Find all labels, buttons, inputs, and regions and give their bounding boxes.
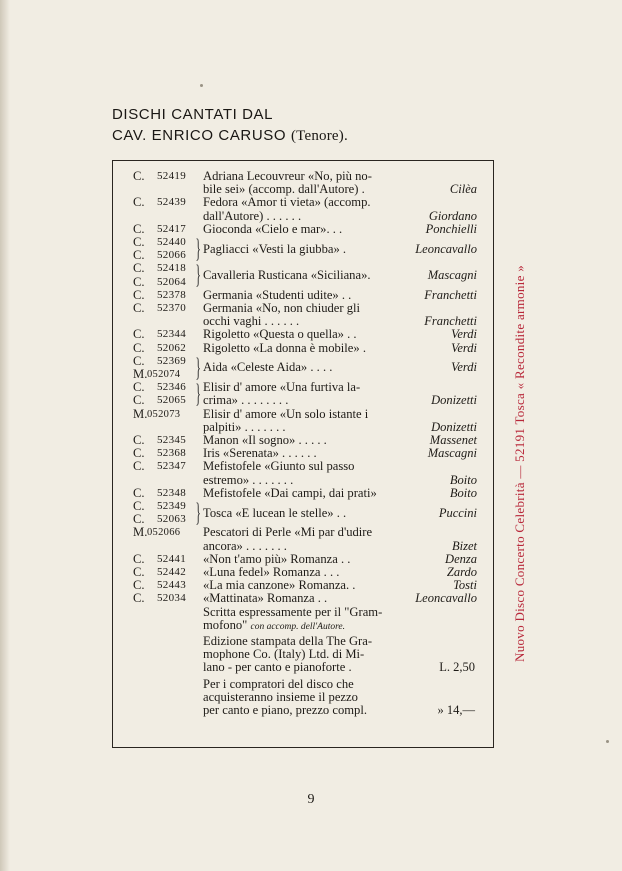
page-edge-shadow <box>0 0 10 871</box>
catalog-prefix: M. <box>133 406 148 421</box>
catalog-prefix: C. <box>133 578 145 593</box>
composer-name: Tosti <box>453 578 477 593</box>
block-line: lano - per canto e pianoforte . <box>203 660 352 675</box>
paper-speck <box>200 84 203 87</box>
composer-name: Giordano <box>428 208 477 223</box>
composer-name: Verdi <box>451 360 477 375</box>
catalog-prefix: C. <box>133 393 145 408</box>
catalog-number: 52419 <box>157 170 186 182</box>
composer-name: Franchetti <box>424 314 477 329</box>
heading-voice: (Tenore). <box>290 128 348 144</box>
title-line: dall'Autore) . . . . . . <box>203 208 302 223</box>
title-line: Rigoletto «Questa o quella» . . <box>203 327 357 342</box>
list-item <box>113 328 493 341</box>
title-line: Manon «Il sogno» . . . . . <box>203 433 327 447</box>
title-line: Pescatori di Perle «Mi par d'udire <box>203 525 373 540</box>
list-item <box>113 342 493 355</box>
composer-name: Leoncavallo <box>415 241 477 256</box>
catalog-number: 52345 <box>157 434 186 446</box>
list-item <box>113 487 493 500</box>
catalog-prefix: C. <box>133 327 145 342</box>
title-line: crima» . . . . . . . . <box>203 393 289 408</box>
note-line-small: con accomp. dell'Autore. <box>250 621 346 632</box>
catalog-prefix: C. <box>133 261 145 276</box>
catalog-number: 52066 <box>157 249 186 262</box>
list-item <box>113 579 493 592</box>
catalog-prefix: C. <box>133 340 145 355</box>
catalog-prefix: M. <box>133 525 148 540</box>
title-line: Gioconda «Cielo e mar». . . <box>203 221 343 236</box>
brace-glyph: } <box>195 260 202 290</box>
block-line: acquisteranno insieme il pezzo <box>203 689 358 704</box>
price-value: L. 2,50 <box>439 660 475 675</box>
block-line: per canto e piano, prezzo compl. <box>203 702 367 717</box>
brace-glyph: } <box>195 379 202 409</box>
block-line: mophone Co. (Italy) Ltd. di Mi- <box>203 647 365 662</box>
composer-name: Bizet <box>452 538 477 553</box>
catalog-prefix: C. <box>133 446 145 461</box>
title-line: Mefistofele «Giunto sul passo <box>203 459 355 474</box>
title-line: Fedora «Amor ti vieta» (accomp. <box>203 195 371 210</box>
title-line: ancora» . . . . . . . <box>203 538 287 553</box>
list-item <box>113 196 493 222</box>
brace-glyph: } <box>195 498 202 527</box>
title-line: Cavalleria Rusticana «Siciliana». <box>203 267 371 282</box>
catalog-prefix: C. <box>133 248 145 263</box>
list-item <box>113 447 493 460</box>
title-line: estremo» . . . . . . . <box>203 472 294 487</box>
title-line: Mefistofele «Dai campi, dai prati» <box>203 485 377 500</box>
list-item <box>113 289 493 302</box>
catalog-prefix: C. <box>133 433 145 447</box>
side-advertisement: Nuovo Disco Concerto Celebrità — 52191 Tosca « Recondite armonie » <box>512 264 527 662</box>
catalog-number: 52347 <box>157 460 186 473</box>
composer-name: Zardo <box>446 565 477 579</box>
title-line: Pagliacci «Vesti la giubba» . <box>203 241 347 256</box>
title-line: Germania «Studenti udite» . . <box>203 287 352 302</box>
list-item <box>113 223 493 236</box>
title-line: Elisir d' amore «Una furtiva la- <box>203 380 361 395</box>
heading-singer: CAV. ENRICO CARUSO <box>112 127 287 144</box>
title-line: Iris «Serenata» . . . . . . <box>203 446 317 461</box>
catalog-number: 052074 <box>147 368 181 380</box>
catalog-number: 52064 <box>157 275 186 288</box>
catalog-prefix: C. <box>133 221 145 236</box>
composer-name: Franchetti <box>424 287 477 302</box>
list-item <box>113 526 493 552</box>
title-line: «Mattinata» Romanza . . <box>203 591 328 606</box>
composer-name: Denza <box>445 551 477 566</box>
composer-name: Ponchielli <box>425 221 477 236</box>
composer-name: Mascagni <box>427 267 477 282</box>
heading-line-2 <box>112 127 348 145</box>
title-line: Adriana Lecouvreur «No, più no- <box>203 169 372 183</box>
offer-block <box>113 678 493 718</box>
title-line: Tosca «E lucean le stelle» . . <box>203 505 347 520</box>
title-line: «Non t'amo più» Romanza . . <box>203 551 351 566</box>
price-value: » 14,— <box>437 702 475 717</box>
composer-name: Leoncavallo <box>415 591 477 606</box>
block-line: Edizione stampata della The Gra- <box>203 634 373 648</box>
catalog-number: 52370 <box>157 302 186 314</box>
note-line <box>203 619 345 634</box>
catalog-number: 52344 <box>157 328 186 341</box>
title-line: Elisir d' amore «Un solo istante i <box>203 406 369 421</box>
catalog-number: 52378 <box>157 288 186 301</box>
record-list-box <box>112 160 494 748</box>
list-item <box>113 592 493 605</box>
list-item <box>113 262 493 288</box>
catalog-number: 52441 <box>157 552 186 565</box>
catalog-prefix: C. <box>133 169 145 183</box>
catalog-number: 52034 <box>157 592 186 605</box>
catalog-prefix: C. <box>133 512 145 527</box>
title-line: palpiti» . . . . . . . <box>203 419 286 434</box>
catalog-prefix: C. <box>133 195 145 210</box>
catalog-number: 52348 <box>157 486 186 499</box>
list-item <box>113 352 493 382</box>
brace-glyph: } <box>195 352 202 382</box>
catalog-prefix: C. <box>133 287 145 302</box>
composer-name: Puccini <box>438 505 477 520</box>
composer-name: Boito <box>449 485 477 500</box>
page-number: 9 <box>307 792 315 807</box>
composer-name: Verdi <box>451 340 477 355</box>
composer-name: Donizetti <box>431 393 477 408</box>
composer-name: Cilèa <box>449 182 477 197</box>
title-line: bile sei» (accomp. dall'Autore) . <box>203 182 365 197</box>
note-line: Scritta espressamente per il "Gram- <box>203 604 383 619</box>
list-item <box>113 302 493 328</box>
catalog-prefix: M. <box>133 366 148 381</box>
catalog-prefix: C. <box>133 353 145 368</box>
composer-name: Mascagni <box>427 446 477 461</box>
list-item <box>113 500 493 526</box>
catalog-number: 052073 <box>147 408 181 420</box>
note-line-main: mofono" <box>203 617 248 632</box>
list-item <box>113 381 493 407</box>
catalog-prefix: C. <box>133 459 145 474</box>
catalog-prefix: C. <box>133 485 145 500</box>
heading-line-1: DISCHI CANTATI DAL <box>112 106 274 123</box>
title-line: «La mia canzone» Romanza. . <box>203 578 356 593</box>
catalog-prefix: C. <box>133 565 145 579</box>
catalog-number: 52443 <box>157 579 186 592</box>
brace-glyph: } <box>195 234 202 263</box>
catalog-number: 52417 <box>157 222 186 235</box>
catalog-prefix: C. <box>133 499 145 513</box>
composer-name: Verdi <box>451 327 477 342</box>
catalog-number: 52063 <box>157 513 186 526</box>
title-line: «Luna fedel» Romanza . . . <box>203 565 340 579</box>
catalog-prefix: C. <box>133 301 145 315</box>
list-item <box>113 236 493 262</box>
catalog-number: 52369 <box>157 354 186 367</box>
list-item <box>113 553 493 566</box>
composer-name: Boito <box>449 472 477 487</box>
list-item <box>113 170 493 196</box>
paper-speck <box>606 740 609 743</box>
catalog-number: 52442 <box>157 566 186 578</box>
catalog-number: 52349 <box>157 500 186 512</box>
catalog-prefix: C. <box>133 235 145 249</box>
title-line: occhi vaghi . . . . . . <box>203 314 300 329</box>
catalog-prefix: C. <box>133 551 145 566</box>
block-line: Per i compratori del disco che <box>203 676 354 691</box>
edition-block <box>113 635 493 675</box>
catalog-number: 52346 <box>157 381 186 394</box>
list-item <box>113 460 493 486</box>
catalog-number: 52368 <box>157 447 186 460</box>
catalog-number: 52440 <box>157 236 186 248</box>
catalog-number: 052066 <box>147 527 181 539</box>
composer-name: Massenet <box>429 433 477 447</box>
list-item <box>113 408 493 434</box>
catalog-number: 52439 <box>157 196 186 209</box>
catalog-number: 52065 <box>157 394 186 407</box>
composer-name: Donizetti <box>431 419 477 434</box>
title-line: Aida «Celeste Aida» . . . . <box>203 360 333 375</box>
catalog-prefix: C. <box>133 591 145 606</box>
catalog-prefix: C. <box>133 380 145 395</box>
catalog-number: 52062 <box>157 341 186 354</box>
catalog-number: 52418 <box>157 262 186 275</box>
title-line: Germania «No, non chiuder gli <box>203 301 361 315</box>
grammofono-note <box>113 606 493 632</box>
catalog-prefix: C. <box>133 274 145 289</box>
title-line: Rigoletto «La donna è mobile» . <box>203 340 366 355</box>
